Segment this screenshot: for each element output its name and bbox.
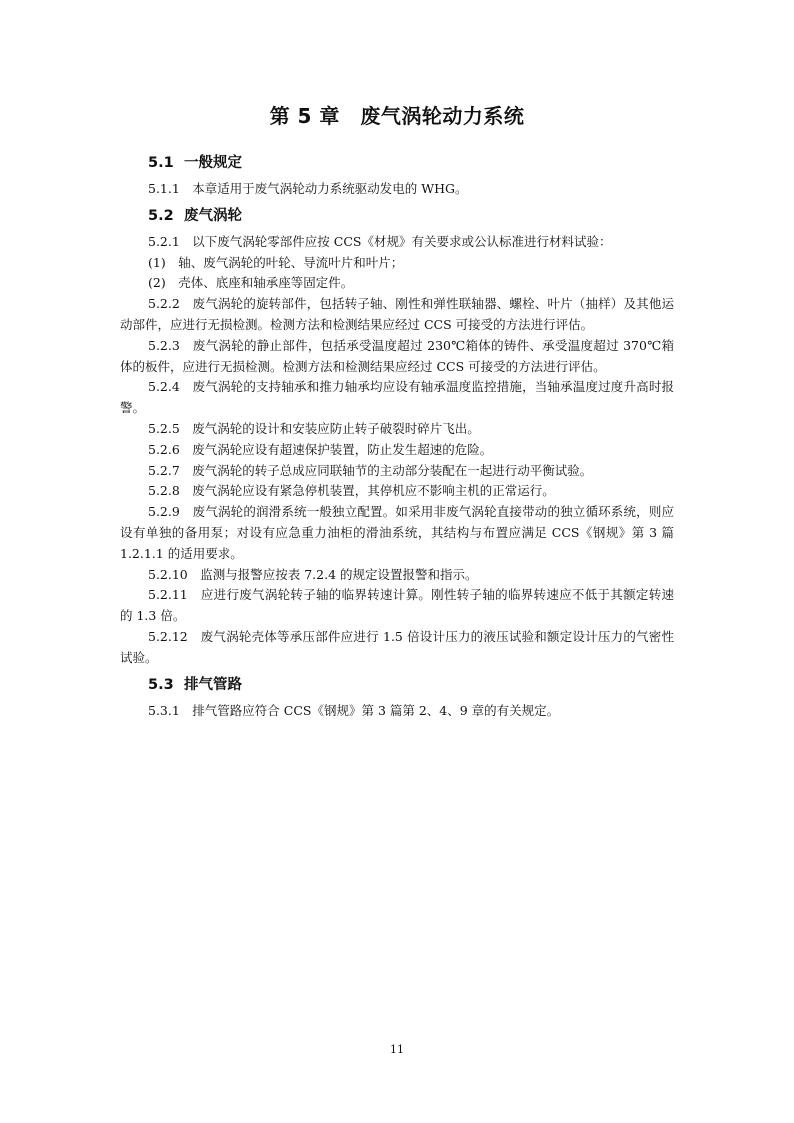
section-title: 排气管路 xyxy=(184,676,242,693)
section-5-2 xyxy=(120,206,674,669)
clause-5-3-1: 5.3.1 排气管路应符合 CCS《钢规》第 3 篇第 2、4、9 章的有关规定。 xyxy=(148,702,560,718)
document-page xyxy=(120,100,674,721)
clause-5-2-1: 5.2.1 以下废气涡轮零部件应按 CCS《材规》有关要求或公认标准进行材料试验： xyxy=(148,233,612,249)
section-number: 5.2 xyxy=(148,207,174,224)
chapter-title: 第 5 章 废气涡轮动力系统 xyxy=(269,104,525,128)
clause-5-2-10: 5.2.10 监测与报警应按表 7.2.4 的规定设置报警和指示。 xyxy=(148,566,478,582)
clause-5-2-8: 5.2.8 废气涡轮应设有紧急停机装置，其停机应不影响主机的正常运行。 xyxy=(148,483,555,499)
clause-5-2-9: 5.2.9 废气涡轮的润滑系统一般独立配置。如采用非废气涡轮直接带动的独立循环系统，则应设有单独的备用泵；对设有应急重力油柜的滑油系统，其结构与布置应满足 CCS《钢规》第 3 篇 1.2.1.1 的适用要求。 xyxy=(120,504,674,561)
section-heading xyxy=(148,153,674,173)
section-number: 5.3 xyxy=(148,676,174,693)
clause-5-2-3: 5.2.3 废气涡轮的静止部件，包括承受温度超过 230℃箱体的铸件、承受温度超过 370℃箱体的板件，应进行无损检测。检测方法和检测结果应经过 CCS 可接受的方法进行评估。 xyxy=(120,337,674,374)
clause-5-2-11: 5.2.11 应进行废气涡轮转子轴的临界转速计算。刚性转子轴的临界转速应不低于其额定转速的 1.3 倍。 xyxy=(120,587,674,624)
section-heading xyxy=(148,206,674,226)
page-number: 11 xyxy=(390,1043,404,1056)
section-5-1 xyxy=(120,153,674,200)
section-5-3 xyxy=(120,675,674,722)
list-item: (1) 轴、废气涡轮的叶轮、导流叶片和叶片； xyxy=(148,254,404,270)
section-number: 5.1 xyxy=(148,155,174,171)
clause-5-2-2: 5.2.2 废气涡轮的旋转部件，包括转子轴、刚性和弹性联轴器、螺栓、叶片（抽样）及其他运动部件，应进行无损检测。检测方法和检测结果应经过 CCS 可接受的方法进行评估。 xyxy=(120,296,674,332)
clause-5-2-7: 5.2.7 废气涡轮的转子总成应同联轴节的主动部分装配在一起进行动平衡试验。 xyxy=(148,462,593,478)
clause-5-2-5: 5.2.5 废气涡轮的设计和安装应防止转子破裂时碎片飞出。 xyxy=(148,420,480,436)
clause-5-2-6: 5.2.6 废气涡轮应设有超速保护装置，防止发生超速的危险。 xyxy=(148,441,493,457)
section-heading xyxy=(148,675,674,695)
list-item: (2) 壳体、底座和轴承座等固定件。 xyxy=(148,275,354,291)
clause-5-2-4: 5.2.4 废气涡轮的支持轴承和推力轴承均应设有轴承温度监控措施，当轴承温度过度升高时报警。 xyxy=(120,379,674,416)
section-title: 废气涡轮 xyxy=(184,207,242,224)
clause-5-1-1: 5.1.1 本章适用于废气涡轮动力系统驱动发电的 WHG。 xyxy=(148,181,468,196)
section-title: 一般规定 xyxy=(184,155,242,171)
clause-5-2-12: 5.2.12 废气涡轮壳体等承压部件应进行 1.5 倍设计压力的液压试验和额定设计压力的气密性试验。 xyxy=(120,628,674,665)
